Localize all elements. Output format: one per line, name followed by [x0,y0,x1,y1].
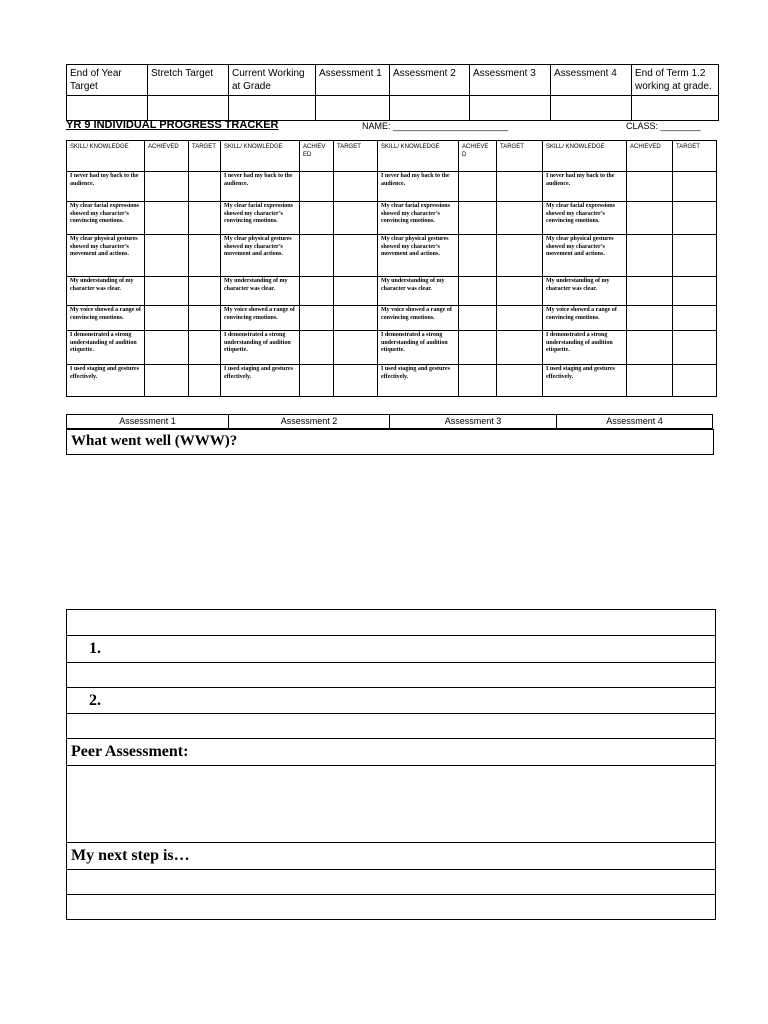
col-target: TARGET [497,141,543,172]
skill-row [67,277,717,306]
class-field[interactable]: CLASS: ________ [626,121,701,131]
entry-cell[interactable] [390,96,470,121]
peer-assessment-row [67,739,716,766]
achieved-cell[interactable] [145,172,189,202]
entry-cell[interactable] [316,96,390,121]
achieved-cell[interactable] [145,235,189,277]
target-cell[interactable] [334,235,378,277]
achieved-cell[interactable] [459,306,497,331]
target-cell[interactable] [673,277,717,306]
skill-description: I never had my back to the audience. [221,172,300,202]
target-cell[interactable] [673,306,717,331]
skill-description: My voice showed a range of convincing emotions. [67,306,145,331]
header-end-of-year-target: End of Year Target [67,65,148,96]
col-achieved: ACHIEV ED [300,141,334,172]
header-assessment-2: Assessment 2 [390,65,470,96]
target-cell[interactable] [497,172,543,202]
skill-description: My understanding of my character was clear. [67,277,145,306]
skill-description: My clear physical gestures showed my character’s movement and actions. [378,235,459,277]
skill-description: My clear physical gestures showed my character’s movement and actions. [221,235,300,277]
skill-description: My clear physical gestures showed my character’s movement and actions. [543,235,627,277]
skill-description: My clear facial expressions showed my character’s convincing emotions. [543,202,627,235]
achieved-cell[interactable] [145,306,189,331]
feedback-blank-row [67,870,716,895]
skill-description: I demonstrated a strong understanding of audition etiquette. [378,331,459,365]
col-achieved: ACHIEVE D [459,141,497,172]
col-achieved: ACHIEVED [145,141,189,172]
peer-assessment-input[interactable] [67,766,716,843]
achieved-cell[interactable] [627,172,673,202]
header-current-working-grade: Current Working at Grade [229,65,316,96]
name-field[interactable]: NAME: _______________________ [362,121,509,131]
skill-description: My clear facial expressions showed my character’s convincing emotions. [221,202,300,235]
assessment-1-label: Assessment 1 [67,415,229,429]
achieved-cell[interactable] [459,331,497,365]
skill-description: My voice showed a range of convincing emotions. [543,306,627,331]
achieved-cell[interactable] [300,365,334,397]
target-cell[interactable] [673,235,717,277]
col-skill-knowledge: SKILL/ KNOWLEDGE [67,141,145,172]
target-cell[interactable] [334,202,378,235]
assessment-header-table [66,414,713,429]
skill-row [67,306,717,331]
skill-description: I used staging and gestures effectively. [221,365,300,397]
entry-cell[interactable] [148,96,229,121]
target-cell[interactable] [673,365,717,397]
achieved-cell[interactable] [300,306,334,331]
target-cell[interactable] [673,202,717,235]
achieved-cell[interactable] [627,365,673,397]
skill-description: My clear physical gestures showed my character’s movement and actions. [67,235,145,277]
feedback-item-2[interactable]: 2. [67,688,716,714]
col-skill-knowledge: SKILL/ KNOWLEDGE [378,141,459,172]
target-cell[interactable] [497,235,543,277]
achieved-cell[interactable] [145,277,189,306]
skill-description: My voice showed a range of convincing emotions. [221,306,300,331]
achieved-cell[interactable] [300,331,334,365]
target-cell[interactable] [334,331,378,365]
achieved-cell[interactable] [459,202,497,235]
www-title: What went well (WWW)? [71,433,238,449]
skill-description: I never had my back to the audience. [67,172,145,202]
skill-description: My understanding of my character was clear. [378,277,459,306]
achieved-cell[interactable] [300,235,334,277]
entry-cell[interactable] [470,96,551,121]
entry-cell[interactable] [67,96,148,121]
skill-description: I demonstrated a strong understanding of audition etiquette. [221,331,300,365]
peer-assessment-area [67,766,716,843]
skill-description: My understanding of my character was clear. [221,277,300,306]
entry-cell[interactable] [551,96,632,121]
col-skill-knowledge: SKILL/ KNOWLEDGE [543,141,627,172]
target-cell[interactable] [189,277,221,306]
achieved-cell[interactable] [145,202,189,235]
assessment-2-label: Assessment 2 [229,415,390,429]
achieved-cell[interactable] [459,365,497,397]
achieved-cell[interactable] [300,202,334,235]
blank-line[interactable] [67,714,716,739]
skill-description: I used staging and gestures effectively. [543,365,627,397]
achieved-cell[interactable] [145,331,189,365]
col-target: TARGET [334,141,378,172]
skills-table [66,140,717,397]
target-cell[interactable] [189,331,221,365]
header-stretch-target: Stretch Target [148,65,229,96]
target-cell[interactable] [673,172,717,202]
achieved-cell[interactable] [300,277,334,306]
target-cell[interactable] [497,306,543,331]
entry-cell[interactable] [229,96,316,121]
skill-description: I used staging and gestures effectively. [67,365,145,397]
col-skill-knowledge: SKILL/ KNOWLEDGE [221,141,300,172]
skill-description: I demonstrated a strong understanding of audition etiquette. [543,331,627,365]
achieved-cell[interactable] [627,306,673,331]
achieved-cell[interactable] [627,277,673,306]
header-assessment-4: Assessment 4 [551,65,632,96]
skill-description: My clear facial expressions showed my character’s convincing emotions. [67,202,145,235]
feedback-blank-row [67,895,716,920]
col-target: TARGET [189,141,221,172]
achieved-cell[interactable] [459,172,497,202]
skill-description: I demonstrated a strong understanding of audition etiquette. [67,331,145,365]
achieved-cell[interactable] [627,235,673,277]
target-cell[interactable] [497,331,543,365]
assessment-4-label: Assessment 4 [557,415,713,429]
col-achieved: ACHIEVED [627,141,673,172]
target-cell[interactable] [497,277,543,306]
blank-line[interactable] [67,895,716,920]
achieved-cell[interactable] [145,365,189,397]
achieved-cell[interactable] [459,235,497,277]
next-step-row [67,843,716,870]
skill-row [67,235,717,277]
peer-assessment-label: Peer Assessment: [67,739,716,766]
target-cell[interactable] [189,202,221,235]
header-end-of-term: End of Term 1.2 working at grade. [632,65,719,96]
assessment-3-label: Assessment 3 [390,415,557,429]
feedback-blank-row [67,663,716,688]
targets-header-row [67,65,719,96]
target-cell[interactable] [189,172,221,202]
entry-cell[interactable] [632,96,719,121]
targets-entry-row [67,96,719,121]
target-cell[interactable] [334,365,378,397]
feedback-blank-row [67,714,716,739]
skill-row [67,331,717,365]
skill-description: My understanding of my character was clear. [543,277,627,306]
www-box[interactable] [66,429,714,455]
feedback-blank-row [67,610,716,636]
skill-description: I used staging and gestures effectively. [378,365,459,397]
skills-header-row [67,141,717,172]
blank-line[interactable] [67,663,716,688]
achieved-cell[interactable] [459,277,497,306]
skill-row [67,365,717,397]
skill-row [67,202,717,235]
achieved-cell[interactable] [627,331,673,365]
target-cell[interactable] [189,306,221,331]
target-cell[interactable] [497,202,543,235]
feedback-table [66,609,716,920]
skill-description: I never had my back to the audience. [543,172,627,202]
skill-row [67,172,717,202]
achieved-cell[interactable] [627,202,673,235]
feedback-item-row [67,636,716,663]
col-target: TARGET [673,141,717,172]
header-assessment-3: Assessment 3 [470,65,551,96]
achieved-cell[interactable] [300,172,334,202]
assessment-header-row [67,415,713,429]
skill-description: My voice showed a range of convincing emotions. [378,306,459,331]
target-cell[interactable] [334,306,378,331]
target-cell[interactable] [334,172,378,202]
feedback-item-row [67,688,716,714]
feedback-item-1[interactable]: 1. [67,636,716,663]
target-cell[interactable] [189,365,221,397]
skill-description: My clear facial expressions showed my character’s convincing emotions. [378,202,459,235]
target-cell[interactable] [334,277,378,306]
tracker-title: YR 9 INDIVIDUAL PROGRESS TRACKER [66,119,279,131]
targets-table [66,64,719,121]
skill-description: I never had my back to the audience. [378,172,459,202]
target-cell[interactable] [189,235,221,277]
target-cell[interactable] [497,365,543,397]
blank-line[interactable] [67,610,716,636]
target-cell[interactable] [673,331,717,365]
blank-line[interactable] [67,870,716,895]
next-step-label: My next step is… [67,843,716,870]
header-assessment-1: Assessment 1 [316,65,390,96]
